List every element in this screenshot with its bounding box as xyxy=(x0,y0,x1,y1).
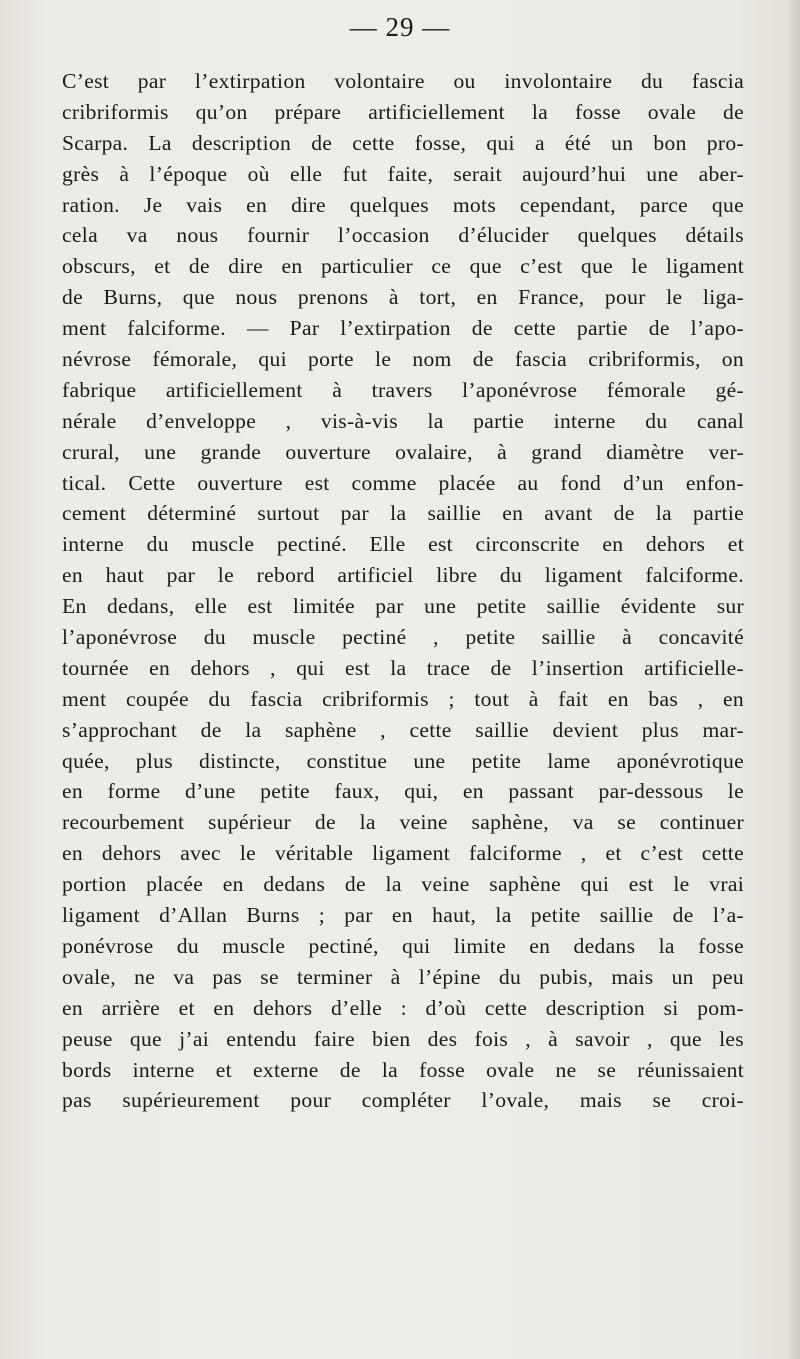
text-line: cement déterminé surtout par la saillie en avant de la partie xyxy=(62,501,744,526)
text-line: en arrière et en dehors d’elle : d’où cette description si pom- xyxy=(62,995,744,1020)
text-line: fabrique artificiellement à travers l’aponévrose fémorale gé- xyxy=(62,377,744,402)
text-line: ment coupée du fascia cribriformis ; tout à fait en bas , en xyxy=(62,686,744,711)
page-number: — 29 — xyxy=(349,12,451,42)
text-line: Scarpa. La description de cette fosse, qui a été un bon pro- xyxy=(62,130,744,155)
text-line: En dedans, elle est limitée par une petite saillie évidente sur xyxy=(62,594,744,619)
text-line: peuse que j’ai entendu faire bien des fois , à savoir , que les xyxy=(62,1026,744,1051)
text-line: ligament d’Allan Burns ; par en haut, la petite saillie de l’a- xyxy=(62,903,744,928)
text-line: en dehors avec le véritable ligament falciforme , et c’est cette xyxy=(62,841,744,866)
text-line: en forme d’une petite faux, qui, en passant par-dessous le xyxy=(62,779,744,804)
text-line: tical. Cette ouverture est comme placée au fond d’un enfon- xyxy=(62,470,744,495)
text-line: tournée en dehors , qui est la trace de l’insertion artificielle- xyxy=(62,655,744,680)
text-line: s’approchant de la saphène , cette saillie devient plus mar- xyxy=(62,717,744,742)
text-line: quée, plus distincte, constitue une petite lame aponévrotique xyxy=(62,748,744,773)
text-line: crural, une grande ouverture ovalaire, à grand diamètre ver- xyxy=(62,439,744,464)
text-line: nérale d’enveloppe , vis-à-vis la partie interne du canal xyxy=(62,408,744,433)
text-line: recourbement supérieur de la veine saphène, va se continuer xyxy=(62,810,744,835)
text-line: ponévrose du muscle pectiné, qui limite en dedans la fosse xyxy=(62,933,744,958)
text-line: l’aponévrose du muscle pectiné , petite saillie à concavité xyxy=(62,625,744,650)
text-line: portion placée en dedans de la veine saphène qui est le vrai xyxy=(62,872,744,897)
text-line: de Burns, que nous prenons à tort, en France, pour le liga- xyxy=(62,285,744,310)
text-line: névrose fémorale, qui porte le nom de fascia cribriformis, on xyxy=(62,347,744,372)
text-line: C’est par l’extirpation volontaire ou involontaire du fascia xyxy=(62,69,744,93)
text-line: ment falciforme. — Par l’extirpation de cette partie de l’apo- xyxy=(62,316,744,341)
body-text xyxy=(62,66,744,1116)
text-line: cela va nous fournir l’occasion d’élucider quelques détails xyxy=(62,223,744,248)
text-line: pas supérieurement pour compléter l’ovale, mais se croi- xyxy=(62,1088,744,1113)
text-line: cribriformis qu’on prépare artificiellement la fosse ovale de xyxy=(62,99,744,124)
text-line: ovale, ne va pas se terminer à l’épine du pubis, mais un peu xyxy=(62,964,744,989)
text-line: bords interne et externe de la fosse ovale ne se réunissaient xyxy=(62,1057,744,1082)
text-line: ration. Je vais en dire quelques mots cependant, parce que xyxy=(62,192,744,217)
text-line: en haut par le rebord artificiel libre du ligament falciforme. xyxy=(62,563,744,588)
text-line: grès à l’époque où elle fut faite, serait aujourd’hui une aber- xyxy=(62,161,744,186)
text-line: interne du muscle pectiné. Elle est circonscrite en dehors et xyxy=(62,532,744,557)
text-line: obscurs, et de dire en particulier ce que c’est que le ligament xyxy=(62,254,744,279)
page-edge-shadow xyxy=(786,0,800,1359)
